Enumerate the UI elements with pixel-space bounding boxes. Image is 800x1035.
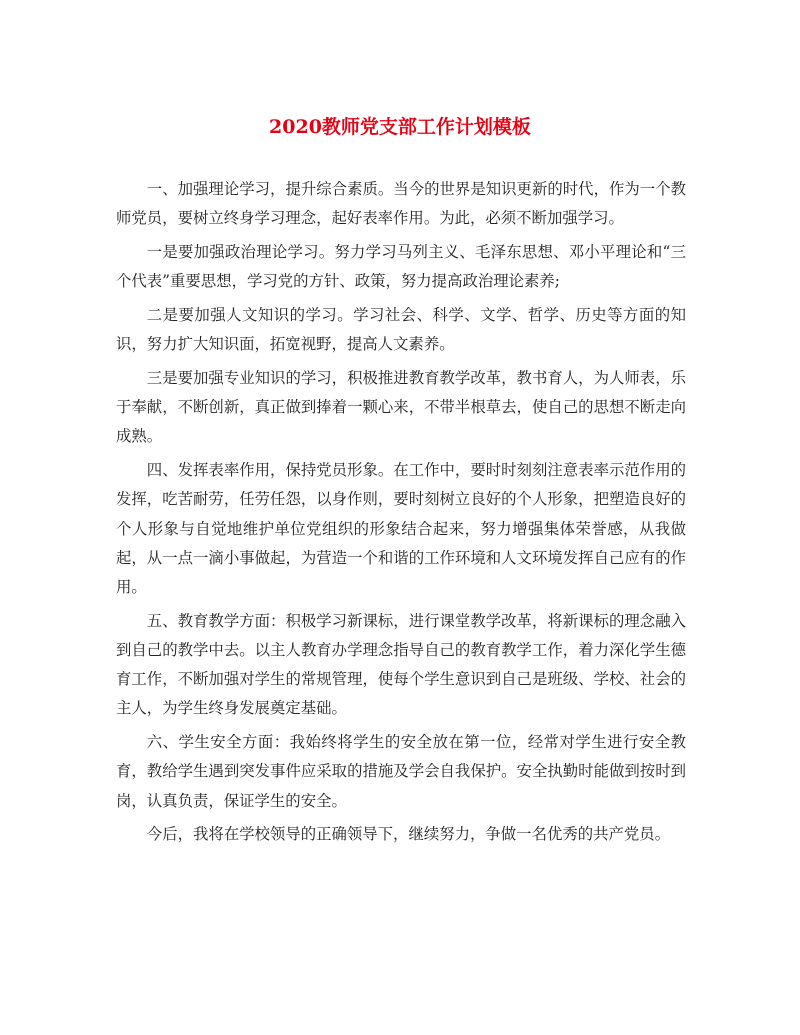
paragraph-8: 今后，我将在学校领导的正确领导下，继续努力，争做一名优秀的共产党员。: [146, 825, 671, 844]
paragraph-5: 四、发挥表率作用，保持党员形象。在工作中，要时时刻刻注意表率示范作用的发挥，吃苦耐劳，任劳任怨，以身作则，要时刻树立良好的个人形象，把塑造良好的个人形象与自觉地维护单位党组织的形象结合起来，努力增强集体荣誉感，从我做起，从一点一滴小事做起，为营造一个和谐的工作环境和人文环境发挥自己应有的作用。: [116, 461, 686, 597]
paragraph-7: 六、学生安全方面：我始终将学生的安全放在第一位，经常对学生进行安全教育，教给学生遇到突发事件应采取的措施及学会自我保护。安全执勤时能做到按时到岗，认真负责，保证学生的安全。: [116, 733, 686, 810]
document-title: 2020教师党支部工作计划模板: [269, 116, 531, 138]
paragraph-2: 一是要加强政治理论学习。努力学习马列主义、毛泽东思想、邓小平理论和“三个代表”重要思想，学习党的方针、政策，努力提高政治理论素养;: [116, 243, 686, 291]
document-body: [116, 175, 686, 854]
paragraph-6: 五、教育教学方面：积极学习新课标，进行课堂教学改革，将新课标的理念融入到自己的教学中去。以主人教育办学理念指导自己的教育教学工作，着力深化学生德育工作，不断加强对学生的常规管理，使每个学生意识到自己是班级、学校、社会的主人，为学生终身发展奠定基础。: [116, 611, 686, 718]
paragraph-3: 二是要加强人文知识的学习。学习社会、科学、文学、哲学、历史等方面的知识，努力扩大知识面，拓宽视野，提高人文素养。: [116, 306, 686, 354]
paragraph-1: 一、加强理论学习，提升综合素质。当今的世界是知识更新的时代，作为一个教师党员，要树立终身学习理念，起好表率作用。为此，必须不断加强学习。: [116, 180, 686, 228]
paragraph-4: 三是要加强专业知识的学习，积极推进教育教学改革，教书育人，为人师表，乐于奉献，不断创新，真正做到捧着一颗心来，不带半根草去，使自己的思想不断走向成熟。: [116, 369, 686, 446]
